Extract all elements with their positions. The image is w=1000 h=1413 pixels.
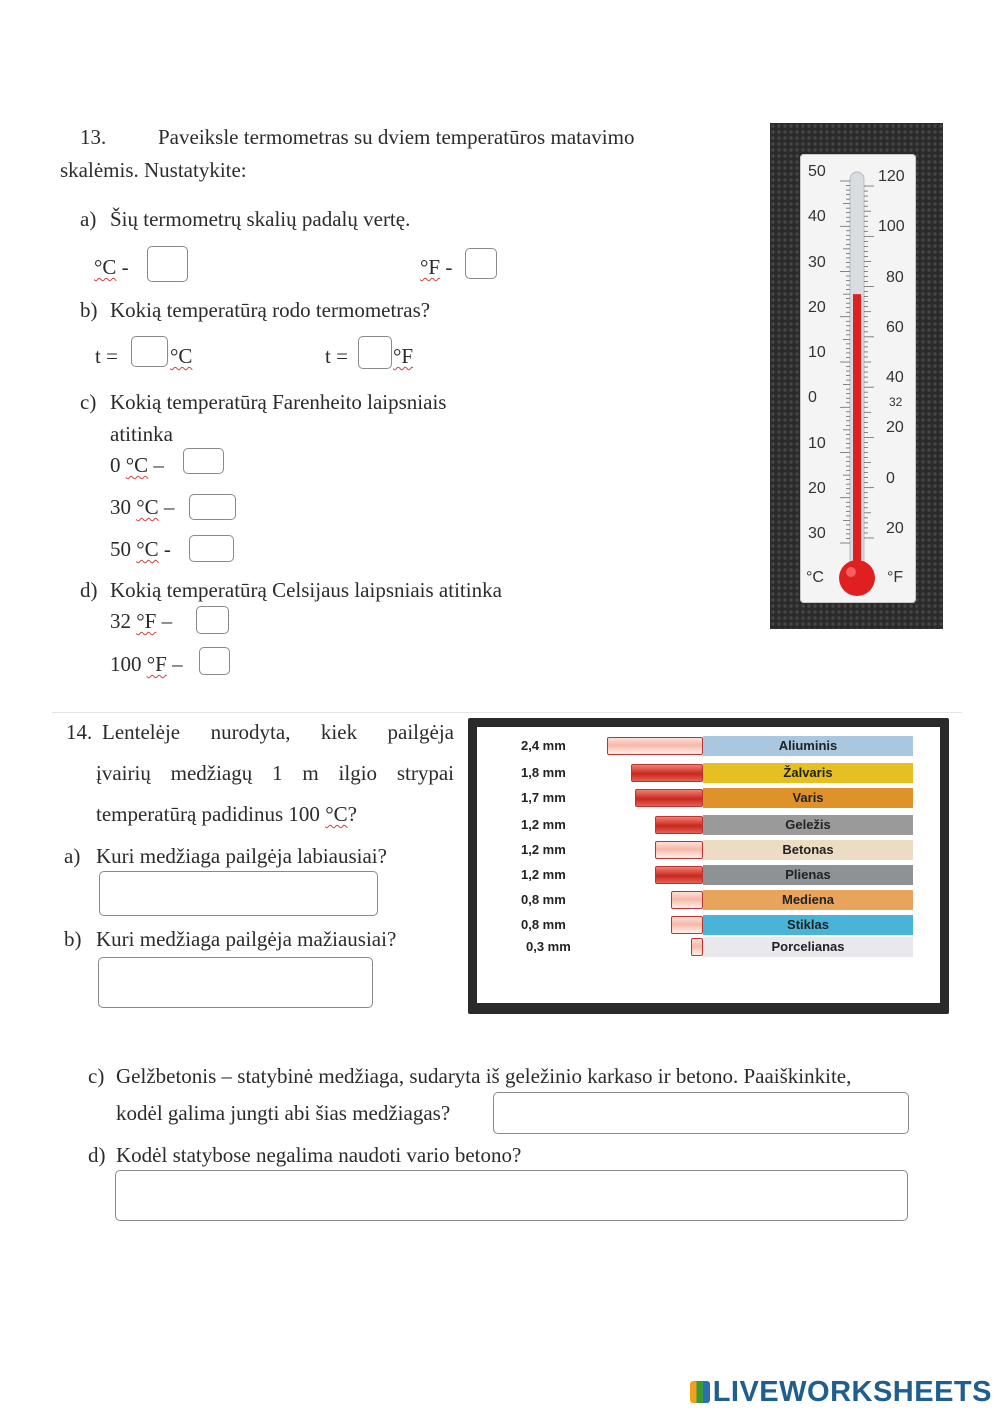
celsius-label: 50 [808,163,826,180]
material-label: Geležis [703,815,913,835]
thermometer-unit-c: °C [806,569,824,586]
material-label: Mediena [703,890,913,910]
q13c-label: c) [80,390,97,414]
q13d-item-1: 100 °F – [110,652,183,676]
expansion-bar [671,916,703,934]
material-label: Aliuminis [703,736,913,756]
expansion-value: 1,2 mm [521,817,566,832]
q14-text-line3: temperatūrą padidinus 100 °C? [96,802,357,826]
q13c-item-0: 0 °C – [110,453,164,477]
q13a-unit-c: °C - [94,255,129,279]
expansion-bar [655,841,703,859]
thermometer-bulb [839,560,875,596]
fahrenheit-label: 100 [878,218,905,236]
q13b-t-celsius: t = [95,344,118,368]
fahrenheit-label: 20 [886,419,904,437]
thermometer-mercury [853,294,861,578]
logo-text: LIVEWORKSHEETS [712,1376,992,1408]
expansion-table [477,727,940,1003]
celsius-label: 20 [808,298,826,316]
q13d-text: Kokią temperatūrą Celsijaus laipsniais atitinka [110,578,502,602]
expansion-value: 1,8 mm [521,765,566,780]
q13c-answer-box-0[interactable] [183,448,224,474]
q13c-text-line1: Kokią temperatūrą Farenheito laipsniais [110,390,447,414]
thermometer-unit-f: °F [887,569,904,586]
q14d-label: d) [88,1143,106,1167]
q13b-t-fahrenheit: t = [325,344,348,368]
q14c-text-line2: kodėl galima jungti abi šias medžiagas? [116,1101,451,1125]
q14a-label: a) [64,844,81,868]
q13b-unit-f: °F [393,344,414,368]
q14d-text: Kodėl statybose negalima naudoti vario betono? [116,1143,522,1167]
q13b-unit-c: °C [170,344,193,368]
q14-text-line1: Lentelėje nurodyta, kiek pailgėja [102,720,454,744]
expansion-value: 1,2 mm [521,867,566,882]
q13c-answer-box-2[interactable] [189,535,234,562]
q14-text-line2: įvairių medžiagų 1 m ilgio strypai [96,761,454,785]
expansion-bar [635,789,703,807]
expansion-value: 0,3 mm [526,939,571,954]
section-divider [52,712,962,713]
q13a-label: a) [80,207,97,231]
q13d-label: d) [80,578,98,602]
q14a-text: Kuri medžiaga pailgėja labiausiai? [96,844,387,868]
q14d-answer-box[interactable] [115,1170,908,1221]
material-label: Žalvaris [703,763,913,783]
expansion-bar [655,816,703,834]
fahrenheit-label: 0 [886,469,895,487]
q14c-answer-box[interactable] [493,1092,909,1134]
material-label: Plienas [703,865,913,885]
q14b-label: b) [64,927,82,951]
q14b-text: Kuri medžiaga pailgėja mažiausiai? [96,927,397,951]
expansion-value: 1,7 mm [521,790,566,805]
expansion-bar [607,737,703,755]
material-label: Betonas [703,840,913,860]
q13-number: 13. [80,125,107,149]
q13c-item-1: 30 °C – [110,495,175,519]
liveworksheets-logo [690,1376,992,1409]
q13b-text: Kokią temperatūrą rodo termometras? [110,298,431,322]
expansion-bar [671,891,703,909]
q14b-answer-box[interactable] [98,957,373,1008]
celsius-label: 10 [808,434,826,452]
thermometer-panel [800,154,916,603]
q13c-text-line2: atitinka [110,422,173,446]
q13b-fahrenheit-answer-box[interactable] [358,336,392,369]
q13-title-line2: skalėmis. Nustatykite: [60,158,247,182]
expansion-value: 2,4 mm [521,738,566,753]
q14c-label: c) [88,1064,105,1088]
q13a-celsius-answer-box[interactable] [147,246,188,282]
expansion-value: 0,8 mm [521,917,566,932]
q13b-label: b) [80,298,98,322]
fahrenheit-label: 20 [886,519,904,537]
fahrenheit-label: 60 [886,318,904,336]
expansion-value: 1,2 mm [521,842,566,857]
celsius-label: 30 [808,525,826,542]
expansion-bar [631,764,703,782]
q13-title-line1: Paveiksle termometras su dviem temperatūros matavimo [158,125,635,149]
fahrenheit-label: 80 [886,268,904,286]
q13a-text: Šių termometrų skalių padalų vertę. [110,207,411,231]
q14-number: 14. [66,720,93,744]
celsius-label: 20 [808,479,826,497]
celsius-label: 10 [808,344,826,361]
q13d-item-0: 32 °F – [110,609,173,633]
celsius-label: 30 [808,253,826,271]
fahrenheit-label: 32 [889,395,903,410]
q13c-answer-box-1[interactable] [189,494,236,520]
fahrenheit-label: 40 [886,369,904,387]
q14a-answer-box[interactable] [99,871,378,916]
celsius-label: 40 [808,208,826,226]
liveworksheets-logo-icon [690,1381,710,1403]
q13b-celsius-answer-box[interactable] [131,336,168,367]
material-label: Porcelianas [703,937,913,957]
q13d-answer-box-0[interactable] [196,606,229,634]
material-label: Varis [703,788,913,808]
q13d-answer-box-1[interactable] [199,647,230,675]
fahrenheit-label: 120 [878,168,905,186]
expansion-bar [691,938,703,956]
q13c-item-2: 50 °C - [110,537,171,561]
q13a-unit-f: °F - [420,255,453,279]
expansion-bar [655,866,703,884]
q13a-fahrenheit-answer-box[interactable] [465,248,497,279]
q14c-text-line1: Gelžbetonis – statybinė medžiaga, sudaryta iš geležinio karkaso ir betono. Paaiškinkite, [116,1064,852,1088]
celsius-label: 0 [808,389,817,407]
material-label: Stiklas [703,915,913,935]
expansion-value: 0,8 mm [521,892,566,907]
